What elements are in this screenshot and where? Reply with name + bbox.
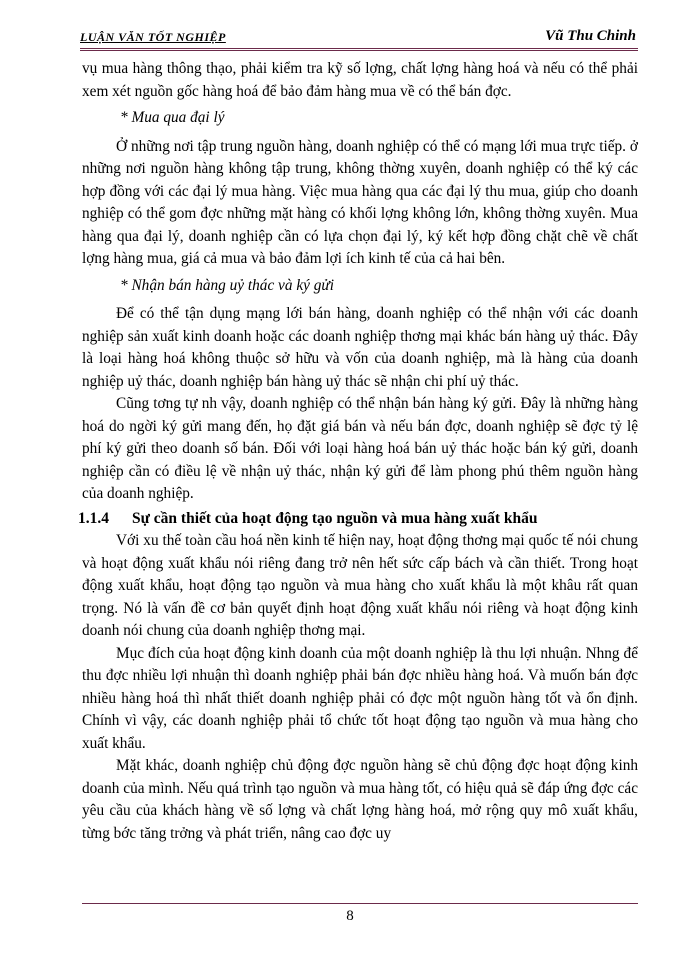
section-title: Sự cần thiết của hoạt động tạo nguồn và mua hàng xuất khẩu <box>132 509 538 527</box>
footer-divider <box>82 903 638 904</box>
paragraph-deposit-sales: Cũng tơng tự nh vậy, doanh nghiệp có thể nhận bán hàng ký gửi. Đây là những hàng hoá do ngời ký gửi mang đến, họ đặt giá bán và nếu bán đợc, doanh nghiệp sẽ đợc tỷ lệ phí ký gửi theo doanh số bán. Đối với loại hàng hoá bán uỷ thác hoặc bán ký gửi, doanh nghiệp cần có điều lệ về nhận uỷ thác, nhận ký gửi để làm phong phú thêm nguồn hàng của doanh nghiệp. <box>82 395 638 502</box>
section-number: 1.1.4 <box>78 509 109 527</box>
page-header <box>80 30 636 50</box>
header-author-name: Vũ Thu Chinh <box>545 28 636 44</box>
paragraph-agent-purchasing: Ở những nơi tập trung nguồn hàng, doanh nghiệp có thể có mạng lới mua trực tiếp. ở những nơi nguồn hàng không tập trung, không thờng xuyên, doanh nghiệp có thể ký các hợp đồng với các đại lý mua hàng. Việc mua hàng qua các đại lý thu mua, giúp cho doanh nghiệp có thể gom đợc những mặt hàng có khối lợng không lớn, không thờng xuyên. Mua hàng qua đại lý, doanh nghiệp cần có lựa chọn đại lý, ký kết hợp đồng chặt chẽ về chất lợng hàng mua, giá cả mua và bảo đảm lợi ích kinh tế của cả hai bên. <box>82 137 638 267</box>
header-divider <box>80 48 638 51</box>
paragraph-initiative: Mặt khác, doanh nghiệp chủ động đợc nguồn hàng sẽ chủ động đợc hoạt động kinh doanh của mình. Nếu quá trình tạo nguồn và mua hàng tốt, có hiệu quả sẽ đáp ứng đợc các yêu cầu của khách hàng về số lợng và chất lợng hàng hoá, mở rộng quy mô xuất khẩu, từng bớc tăng trởng và phát triển, nâng cao đợc uy <box>82 757 638 842</box>
header-thesis-label: LUẬN VĂN TỐT NGHIỆP <box>80 30 226 44</box>
page-body <box>78 58 638 845</box>
page-number: 8 <box>346 908 354 924</box>
paragraph-consignment: Để có thể tận dụng mạng lới bán hàng, doanh nghiệp có thể nhận với các doanh nghiệp sản xuất kinh doanh hoặc các doanh nghiệp thơng mại khác bán hàng uỷ thác. Đây là loại hàng hoá không thuộc sở hữu và vốn của doanh nghiệp, mà là hàng của doanh nghiệp uỷ thác, doanh nghiệp bán hàng uỷ thác sẽ nhận chi phí uỷ thác. <box>82 305 638 390</box>
section-heading <box>78 508 638 531</box>
paragraph-globalization: Với xu thế toàn cầu hoá nền kinh tế hiện nay, hoạt động thơng mại quốc tế nói chung và hoạt động xuất khẩu nói riêng đang trở nên hết sức cấp bách và cần thiết. Trong hoạt động xuất khẩu, hoạt động tạo nguồn và mua hàng cho xuất khẩu là một khâu rất quan trọng. Nó là vấn đề cơ bản quyết định hoạt động xuất khẩu nói riêng và hoạt động kinh doanh nói chung của doanh nghiệp thơng mại. <box>82 532 638 639</box>
subheading-mua-qua-dai-ly: * Mua qua đại lý <box>120 109 225 126</box>
subheading-nhan-ban-hang: * Nhận bán hàng uỷ thác và ký gửi <box>120 276 334 294</box>
paragraph-profit-purpose: Mục đích của hoạt động kinh doanh của một doanh nghiệp là thu lợi nhuận. Nhng để thu đợc nhiều lợi nhuận thì doanh nghiệp phải bán đợc nhiều hàng hoá. Và muốn bán đợc nhiều hàng hoá thì nhất thiết doanh nghiệp phải có đợc một nguồn hàng tốt và ổn định. Chính vì vậy, các doanh nghiệp phải tổ chức tốt hoạt động tạo nguồn và mua hàng cho xuất khẩu. <box>82 644 638 752</box>
paragraph-continuation: vụ mua hàng thông thạo, phải kiểm tra kỹ số lợng, chất lợng hàng hoá và nếu có thể phải xem xét nguồn gốc hàng hoá để bảo đảm hàng mua về có thể bán đợc. <box>82 60 638 100</box>
